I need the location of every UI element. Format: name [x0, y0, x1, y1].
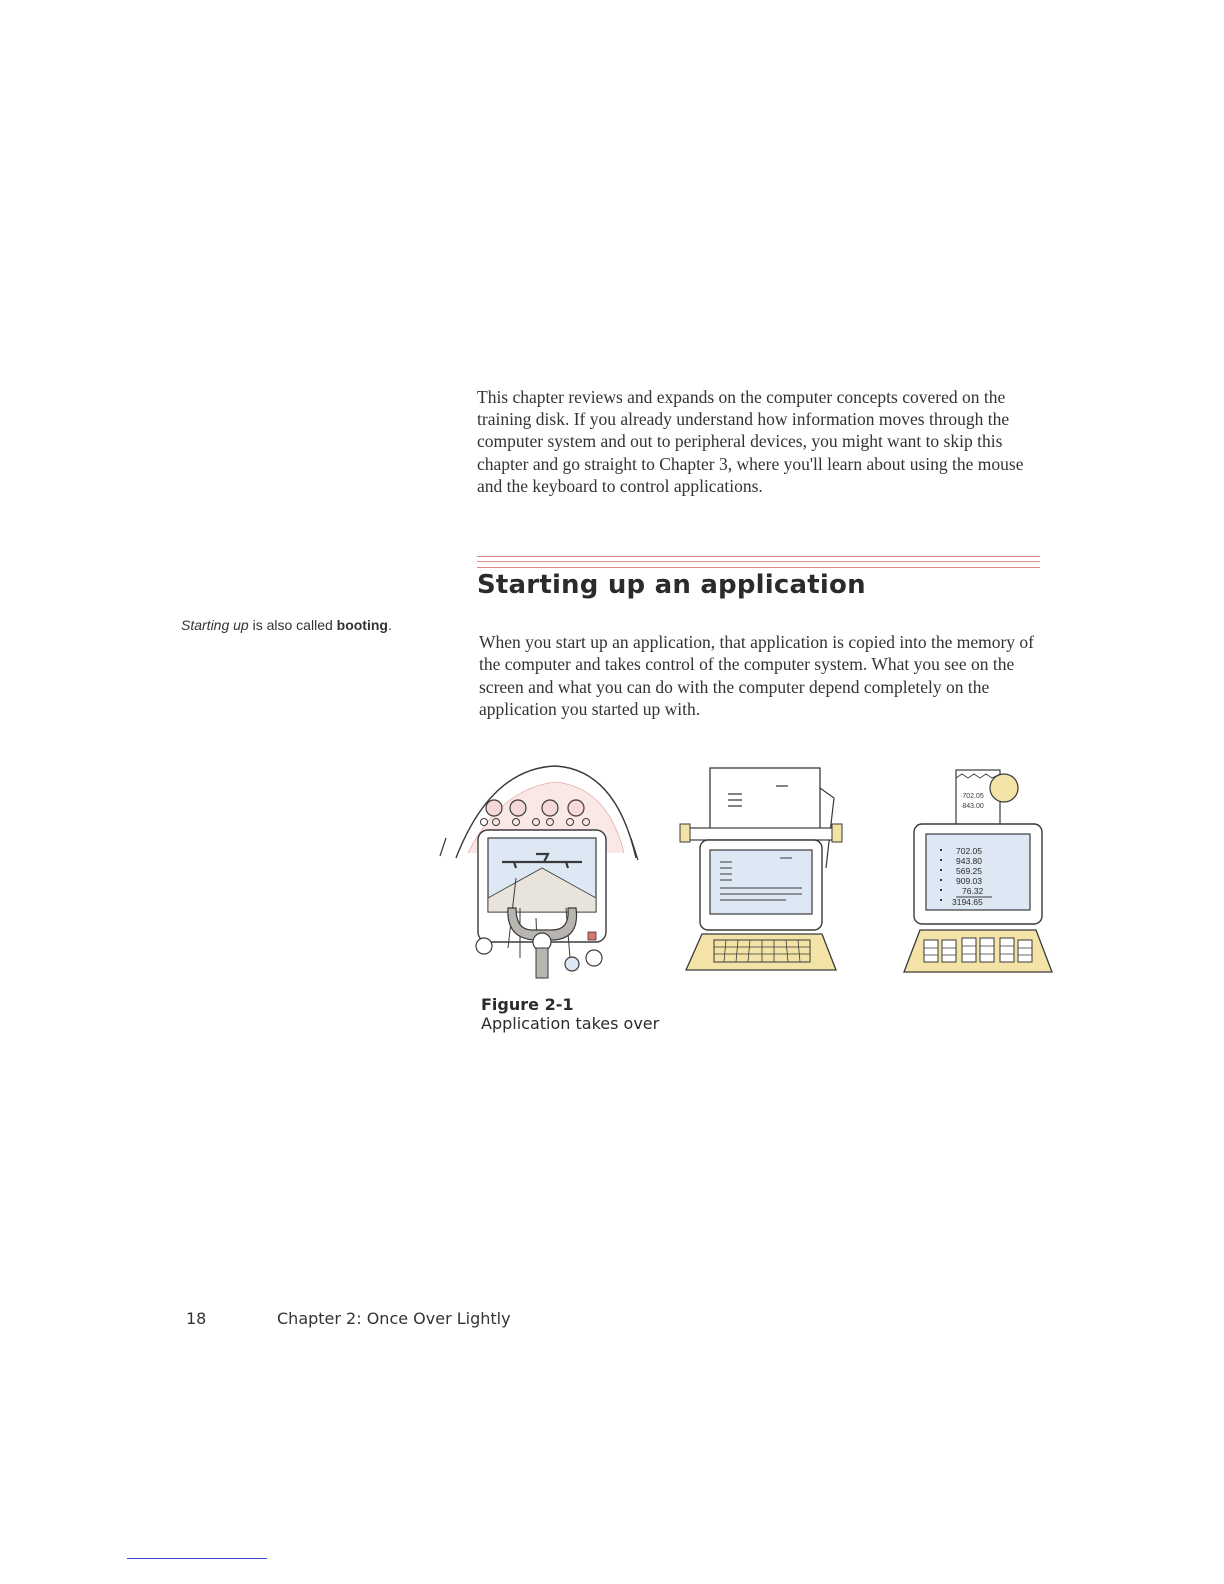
figure-label: Figure 2-1: [481, 995, 574, 1014]
screen-value-5: 76.32: [962, 886, 984, 896]
calculator-illustration: [900, 758, 1056, 986]
margin-note: [181, 617, 461, 633]
section-heading: Starting up an application: [477, 570, 866, 600]
screen-value-1: 702.05: [956, 846, 982, 856]
margin-note-text: is also called: [248, 617, 337, 633]
word-processor-illustration: [676, 758, 856, 986]
margin-note-end: .: [387, 617, 392, 633]
figure-caption: Application takes over: [481, 1014, 660, 1033]
tape-line-1: ·702.05: [960, 793, 984, 800]
screen-value-3: 569.25: [956, 866, 982, 876]
cockpit-illustration: [436, 758, 646, 986]
running-footer: Chapter 2: Once Over Lightly: [277, 1309, 511, 1328]
figure-2-1: [436, 758, 1056, 986]
bottom-edge-line: [127, 1558, 267, 1559]
page-number: 18: [186, 1309, 207, 1328]
section-rule: [477, 556, 1040, 568]
screen-value-2: 943.80: [956, 856, 982, 866]
margin-note-term: Starting up: [181, 617, 249, 633]
intro-paragraph: This chapter reviews and expands on the computer concepts covered on the training disk. If you already understand how information moves through the computer system and out to peripheral devices, you might want to skip this chapter and go straight to Chapter 3, where you'll learn about using the mouse and the keyboard to control applications.: [477, 386, 1024, 497]
section-paragraph: When you start up an application, that application is copied into the memory of the computer and takes control of the computer system. What you see on the screen and what you can do with the computer depend completely on the application you started up with.: [479, 631, 1034, 719]
margin-note-keyword: booting: [336, 617, 388, 633]
screen-value-6: 3194.65: [952, 897, 983, 907]
tape-line-2: ·843.00: [960, 803, 984, 810]
screen-value-4: 909.03: [956, 876, 982, 886]
